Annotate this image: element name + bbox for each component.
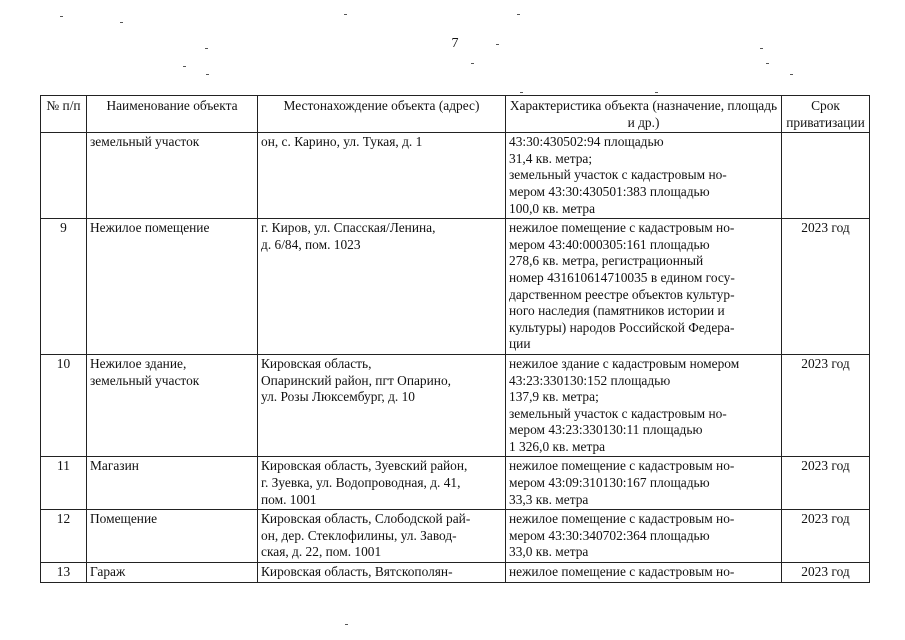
table-row xyxy=(41,219,870,355)
cell-line: нежилое помещение с кадастровым но- xyxy=(509,220,735,236)
table-row xyxy=(41,133,870,219)
cell-line: 31,4 кв. метра; xyxy=(509,150,593,166)
cell-line: Магазин xyxy=(90,458,139,474)
scan-speck xyxy=(520,92,523,93)
cell-line: мером 43:30:340702:364 площадью xyxy=(509,527,710,543)
cell-line: дарственном реестре объектов культур- xyxy=(509,286,735,302)
cell-line: земельный участок xyxy=(90,372,200,388)
cell-line: Нежилое здание, xyxy=(90,355,187,371)
cell-line: г. Киров, ул. Спасская/Ленина, xyxy=(261,220,436,236)
cell-line: 33,3 кв. метра xyxy=(509,491,589,507)
cell-term: 2023 год xyxy=(782,563,870,583)
cell-line: земельный участок с кадастровым но- xyxy=(509,405,727,421)
cell-num: 13 xyxy=(41,563,87,583)
cell-line: Гараж xyxy=(90,564,126,580)
cell-num: 11 xyxy=(41,457,87,510)
table-header-row xyxy=(41,96,870,133)
cell-line: 100,0 кв. метра xyxy=(509,200,596,216)
cell-num: 10 xyxy=(41,354,87,457)
cell-location xyxy=(258,510,506,563)
cell-line: нежилое помещение с кадастровым но- xyxy=(509,511,735,527)
table-row xyxy=(41,354,870,457)
scan-speck xyxy=(517,14,520,15)
scan-speck xyxy=(205,48,208,49)
cell-name xyxy=(87,133,258,219)
cell-line: 43:23:330130:152 площадью xyxy=(509,372,671,388)
header-term: Срок приватизации xyxy=(782,96,870,133)
cell-characteristics xyxy=(506,354,782,457)
cell-num: 9 xyxy=(41,219,87,355)
cell-name xyxy=(87,457,258,510)
cell-line: ции xyxy=(509,336,531,352)
scan-speck xyxy=(206,74,209,75)
cell-term: 2023 год xyxy=(782,457,870,510)
cell-line: земельный участок с кадастровым но- xyxy=(509,167,727,183)
cell-line: 1 326,0 кв. метра xyxy=(509,438,606,454)
cell-location xyxy=(258,354,506,457)
scan-speck xyxy=(344,14,347,15)
cell-line: нежилое помещение с кадастровым но- xyxy=(509,458,735,474)
cell-name xyxy=(87,354,258,457)
scan-speck xyxy=(760,48,763,49)
cell-line: 278,6 кв. метра, регистрационный xyxy=(509,253,704,269)
scan-speck xyxy=(345,624,348,625)
cell-line: культуры) народов Российской Федера- xyxy=(509,319,735,335)
cell-location xyxy=(258,133,506,219)
cell-num: 12 xyxy=(41,510,87,563)
cell-location xyxy=(258,457,506,510)
page-number: 7 xyxy=(451,36,459,51)
cell-line: ская, д. 22, пом. 1001 xyxy=(261,544,382,560)
header-num: № п/п xyxy=(41,96,87,133)
cell-name xyxy=(87,510,258,563)
cell-term: 2023 год xyxy=(782,219,870,355)
scan-speck xyxy=(120,22,123,23)
cell-line: он, дер. Стеклофилины, ул. Завод- xyxy=(261,527,457,543)
cell-line: нежилое здание с кадастровым номером xyxy=(509,355,740,371)
cell-term xyxy=(782,133,870,219)
cell-line: Кировская область, Вятскополян- xyxy=(261,564,453,580)
cell-line: он, с. Карино, ул. Тукая, д. 1 xyxy=(261,134,423,150)
cell-num xyxy=(41,133,87,219)
cell-line: 43:30:430502:94 площадью xyxy=(509,134,664,150)
cell-characteristics xyxy=(506,510,782,563)
table-row xyxy=(41,510,870,563)
cell-line: г. Зуевка, ул. Водопроводная, д. 41, xyxy=(261,475,461,491)
cell-location xyxy=(258,563,506,583)
cell-line: д. 6/84, пом. 1023 xyxy=(261,236,361,252)
objects-table xyxy=(40,95,870,583)
scan-speck xyxy=(471,63,474,64)
scan-speck xyxy=(655,92,658,93)
table-row xyxy=(41,563,870,583)
scan-speck xyxy=(790,74,793,75)
cell-line: Нежилое помещение xyxy=(90,220,210,236)
scan-speck xyxy=(766,63,769,64)
cell-line: мером 43:30:430501:383 площадью xyxy=(509,183,710,199)
cell-line: нежилое помещение с кадастровым но- xyxy=(509,564,735,580)
cell-name xyxy=(87,219,258,355)
cell-line: 33,0 кв. метра xyxy=(509,544,589,560)
cell-line: земельный участок xyxy=(90,134,200,150)
scan-speck xyxy=(60,16,63,17)
header-location: Местонахождение объекта (адрес) xyxy=(258,96,506,133)
scan-speck xyxy=(496,44,499,45)
header-name: Наименование объекта xyxy=(87,96,258,133)
cell-characteristics xyxy=(506,133,782,219)
cell-characteristics xyxy=(506,457,782,510)
cell-term: 2023 год xyxy=(782,510,870,563)
cell-line: Кировская область, Слободской рай- xyxy=(261,511,471,527)
cell-line: Помещение xyxy=(90,511,158,527)
cell-line: мером 43:09:310130:167 площадью xyxy=(509,475,710,491)
scan-speck xyxy=(183,66,186,67)
header-characteristics: Характеристика объекта (назначение, площадь и др.) xyxy=(506,96,782,133)
cell-line: пом. 1001 xyxy=(261,491,317,507)
cell-characteristics xyxy=(506,563,782,583)
cell-line: мером 43:40:000305:161 площадью xyxy=(509,236,710,252)
table-row xyxy=(41,457,870,510)
cell-line: мером 43:23:330130:11 площадью xyxy=(509,422,703,438)
cell-characteristics xyxy=(506,219,782,355)
cell-line: 137,9 кв. метра; xyxy=(509,389,599,405)
cell-line: Опаринский район, пгт Опарино, xyxy=(261,372,452,388)
cell-line: ного наследия (памятников истории и xyxy=(509,303,725,319)
cell-term: 2023 год xyxy=(782,354,870,457)
cell-location xyxy=(258,219,506,355)
cell-line: ул. Розы Люксембург, д. 10 xyxy=(261,389,415,405)
cell-line: Кировская область, xyxy=(261,355,372,371)
cell-line: номер 431610614710035 в едином госу- xyxy=(509,269,735,285)
cell-line: Кировская область, Зуевский район, xyxy=(261,458,468,474)
cell-name xyxy=(87,563,258,583)
